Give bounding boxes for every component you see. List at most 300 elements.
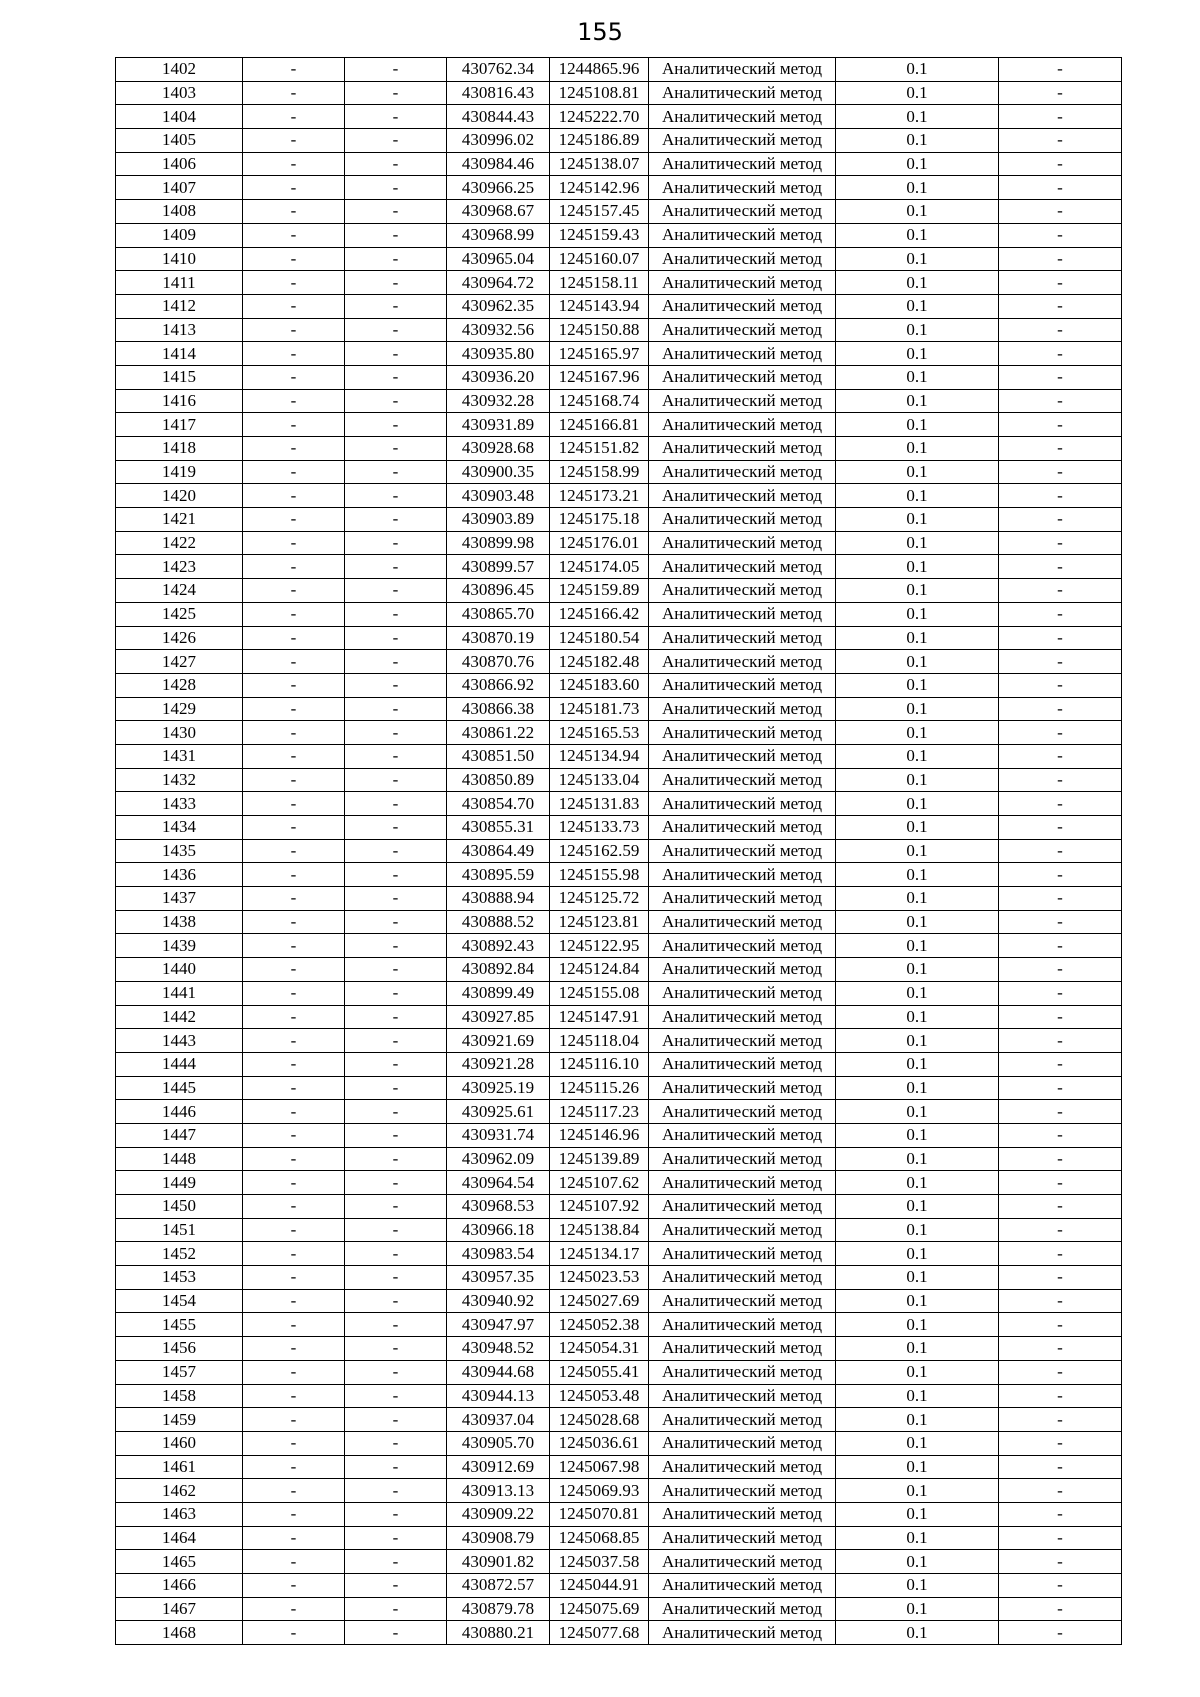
y-coordinate-cell: 1245116.10 — [550, 1052, 649, 1076]
blank-cell-a: - — [243, 1550, 345, 1574]
method-cell: Аналитический метод — [649, 602, 836, 626]
blank-cell-a: - — [243, 247, 345, 271]
accuracy-cell: 0.1 — [836, 934, 999, 958]
coordinates-table-body — [116, 58, 1122, 1645]
method-cell: Аналитический метод — [649, 223, 836, 247]
note-cell: - — [999, 958, 1122, 982]
point-number-cell: 1451 — [116, 1218, 243, 1242]
blank-cell-b: - — [345, 958, 447, 982]
accuracy-cell: 0.1 — [836, 887, 999, 911]
point-number-cell: 1437 — [116, 887, 243, 911]
x-coordinate-cell: 430850.89 — [447, 768, 550, 792]
accuracy-cell: 0.1 — [836, 1408, 999, 1432]
table-row — [116, 1384, 1122, 1408]
table-row — [116, 934, 1122, 958]
method-cell: Аналитический метод — [649, 1076, 836, 1100]
note-cell: - — [999, 531, 1122, 555]
x-coordinate-cell: 430944.68 — [447, 1360, 550, 1384]
blank-cell-b: - — [345, 1100, 447, 1124]
blank-cell-b: - — [345, 1597, 447, 1621]
point-number-cell: 1433 — [116, 792, 243, 816]
point-number-cell: 1440 — [116, 958, 243, 982]
note-cell: - — [999, 579, 1122, 603]
method-cell: Аналитический метод — [649, 1195, 836, 1219]
blank-cell-b: - — [345, 460, 447, 484]
point-number-cell: 1431 — [116, 744, 243, 768]
x-coordinate-cell: 430908.79 — [447, 1526, 550, 1550]
x-coordinate-cell: 430931.89 — [447, 413, 550, 437]
accuracy-cell: 0.1 — [836, 484, 999, 508]
accuracy-cell: 0.1 — [836, 508, 999, 532]
blank-cell-a: - — [243, 650, 345, 674]
x-coordinate-cell: 430901.82 — [447, 1550, 550, 1574]
x-coordinate-cell: 430895.59 — [447, 863, 550, 887]
blank-cell-a: - — [243, 1123, 345, 1147]
table-row — [116, 1029, 1122, 1053]
method-cell: Аналитический метод — [649, 1574, 836, 1598]
table-row — [116, 531, 1122, 555]
point-number-cell: 1423 — [116, 555, 243, 579]
y-coordinate-cell: 1245052.38 — [550, 1313, 649, 1337]
note-cell: - — [999, 58, 1122, 82]
x-coordinate-cell: 430851.50 — [447, 744, 550, 768]
y-coordinate-cell: 1245155.08 — [550, 981, 649, 1005]
accuracy-cell: 0.1 — [836, 721, 999, 745]
blank-cell-b: - — [345, 1218, 447, 1242]
accuracy-cell: 0.1 — [836, 1313, 999, 1337]
note-cell: - — [999, 1147, 1122, 1171]
blank-cell-b: - — [345, 294, 447, 318]
point-number-cell: 1460 — [116, 1431, 243, 1455]
note-cell: - — [999, 81, 1122, 105]
point-number-cell: 1412 — [116, 294, 243, 318]
blank-cell-b: - — [345, 1621, 447, 1645]
note-cell: - — [999, 1076, 1122, 1100]
blank-cell-b: - — [345, 910, 447, 934]
point-number-cell: 1432 — [116, 768, 243, 792]
blank-cell-a: - — [243, 1455, 345, 1479]
table-row — [116, 555, 1122, 579]
point-number-cell: 1464 — [116, 1526, 243, 1550]
accuracy-cell: 0.1 — [836, 1289, 999, 1313]
note-cell: - — [999, 1029, 1122, 1053]
note-cell: - — [999, 1337, 1122, 1361]
accuracy-cell: 0.1 — [836, 910, 999, 934]
table-row — [116, 673, 1122, 697]
blank-cell-b: - — [345, 1052, 447, 1076]
y-coordinate-cell: 1245159.43 — [550, 223, 649, 247]
note-cell: - — [999, 1052, 1122, 1076]
table-row — [116, 721, 1122, 745]
note-cell: - — [999, 1597, 1122, 1621]
note-cell: - — [999, 839, 1122, 863]
y-coordinate-cell: 1245053.48 — [550, 1384, 649, 1408]
y-coordinate-cell: 1245107.62 — [550, 1171, 649, 1195]
accuracy-cell: 0.1 — [836, 176, 999, 200]
blank-cell-a: - — [243, 958, 345, 982]
table-row — [116, 1171, 1122, 1195]
x-coordinate-cell: 430944.13 — [447, 1384, 550, 1408]
x-coordinate-cell: 430880.21 — [447, 1621, 550, 1645]
table-row — [116, 1550, 1122, 1574]
page-number: 155 — [577, 18, 623, 46]
point-number-cell: 1442 — [116, 1005, 243, 1029]
y-coordinate-cell: 1245044.91 — [550, 1574, 649, 1598]
note-cell: - — [999, 129, 1122, 153]
method-cell: Аналитический метод — [649, 1266, 836, 1290]
y-coordinate-cell: 1245133.04 — [550, 768, 649, 792]
note-cell: - — [999, 389, 1122, 413]
blank-cell-a: - — [243, 1621, 345, 1645]
method-cell: Аналитический метод — [649, 1005, 836, 1029]
note-cell: - — [999, 1242, 1122, 1266]
accuracy-cell: 0.1 — [836, 981, 999, 1005]
note-cell: - — [999, 1526, 1122, 1550]
blank-cell-a: - — [243, 1171, 345, 1195]
blank-cell-b: - — [345, 531, 447, 555]
y-coordinate-cell: 1245155.98 — [550, 863, 649, 887]
y-coordinate-cell: 1245138.84 — [550, 1218, 649, 1242]
note-cell: - — [999, 697, 1122, 721]
blank-cell-a: - — [243, 1147, 345, 1171]
method-cell: Аналитический метод — [649, 247, 836, 271]
point-number-cell: 1411 — [116, 271, 243, 295]
blank-cell-b: - — [345, 1408, 447, 1432]
blank-cell-b: - — [345, 105, 447, 129]
y-coordinate-cell: 1245134.94 — [550, 744, 649, 768]
table-row — [116, 223, 1122, 247]
table-row — [116, 1455, 1122, 1479]
blank-cell-a: - — [243, 365, 345, 389]
y-coordinate-cell: 1245134.17 — [550, 1242, 649, 1266]
note-cell: - — [999, 460, 1122, 484]
blank-cell-a: - — [243, 1408, 345, 1432]
table-row — [116, 816, 1122, 840]
table-row — [116, 887, 1122, 911]
blank-cell-a: - — [243, 1384, 345, 1408]
blank-cell-b: - — [345, 318, 447, 342]
blank-cell-b: - — [345, 1076, 447, 1100]
y-coordinate-cell: 1245142.96 — [550, 176, 649, 200]
accuracy-cell: 0.1 — [836, 389, 999, 413]
table-row — [116, 342, 1122, 366]
method-cell: Аналитический метод — [649, 318, 836, 342]
accuracy-cell: 0.1 — [836, 1005, 999, 1029]
y-coordinate-cell: 1245036.61 — [550, 1431, 649, 1455]
blank-cell-a: - — [243, 176, 345, 200]
note-cell: - — [999, 508, 1122, 532]
y-coordinate-cell: 1245159.89 — [550, 579, 649, 603]
accuracy-cell: 0.1 — [836, 1550, 999, 1574]
note-cell: - — [999, 1384, 1122, 1408]
note-cell: - — [999, 247, 1122, 271]
point-number-cell: 1434 — [116, 816, 243, 840]
x-coordinate-cell: 430921.28 — [447, 1052, 550, 1076]
y-coordinate-cell: 1245125.72 — [550, 887, 649, 911]
note-cell: - — [999, 176, 1122, 200]
method-cell: Аналитический метод — [649, 152, 836, 176]
point-number-cell: 1425 — [116, 602, 243, 626]
method-cell: Аналитический метод — [649, 958, 836, 982]
note-cell: - — [999, 602, 1122, 626]
blank-cell-b: - — [345, 1266, 447, 1290]
method-cell: Аналитический метод — [649, 58, 836, 82]
x-coordinate-cell: 430925.19 — [447, 1076, 550, 1100]
blank-cell-b: - — [345, 1005, 447, 1029]
method-cell: Аналитический метод — [649, 816, 836, 840]
note-cell: - — [999, 934, 1122, 958]
blank-cell-a: - — [243, 626, 345, 650]
point-number-cell: 1463 — [116, 1502, 243, 1526]
method-cell: Аналитический метод — [649, 1171, 836, 1195]
y-coordinate-cell: 1245054.31 — [550, 1337, 649, 1361]
point-number-cell: 1430 — [116, 721, 243, 745]
x-coordinate-cell: 430932.56 — [447, 318, 550, 342]
accuracy-cell: 0.1 — [836, 1384, 999, 1408]
table-row — [116, 697, 1122, 721]
point-number-cell: 1467 — [116, 1597, 243, 1621]
note-cell: - — [999, 792, 1122, 816]
table-row — [116, 981, 1122, 1005]
y-coordinate-cell: 1245147.91 — [550, 1005, 649, 1029]
y-coordinate-cell: 1245173.21 — [550, 484, 649, 508]
y-coordinate-cell: 1245067.98 — [550, 1455, 649, 1479]
blank-cell-a: - — [243, 1289, 345, 1313]
note-cell: - — [999, 555, 1122, 579]
table-row — [116, 1123, 1122, 1147]
point-number-cell: 1457 — [116, 1360, 243, 1384]
y-coordinate-cell: 1245176.01 — [550, 531, 649, 555]
y-coordinate-cell: 1245069.93 — [550, 1479, 649, 1503]
x-coordinate-cell: 430928.68 — [447, 437, 550, 461]
blank-cell-a: - — [243, 1597, 345, 1621]
x-coordinate-cell: 430968.99 — [447, 223, 550, 247]
accuracy-cell: 0.1 — [836, 437, 999, 461]
method-cell: Аналитический метод — [649, 1242, 836, 1266]
note-cell: - — [999, 484, 1122, 508]
point-number-cell: 1403 — [116, 81, 243, 105]
accuracy-cell: 0.1 — [836, 579, 999, 603]
x-coordinate-cell: 430936.20 — [447, 365, 550, 389]
method-cell: Аналитический метод — [649, 721, 836, 745]
method-cell: Аналитический метод — [649, 484, 836, 508]
note-cell: - — [999, 1171, 1122, 1195]
table-row — [116, 389, 1122, 413]
point-number-cell: 1416 — [116, 389, 243, 413]
blank-cell-b: - — [345, 1147, 447, 1171]
accuracy-cell: 0.1 — [836, 1100, 999, 1124]
y-coordinate-cell: 1245181.73 — [550, 697, 649, 721]
point-number-cell: 1452 — [116, 1242, 243, 1266]
point-number-cell: 1458 — [116, 1384, 243, 1408]
table-row — [116, 365, 1122, 389]
point-number-cell: 1410 — [116, 247, 243, 271]
note-cell: - — [999, 271, 1122, 295]
accuracy-cell: 0.1 — [836, 81, 999, 105]
accuracy-cell: 0.1 — [836, 1360, 999, 1384]
point-number-cell: 1465 — [116, 1550, 243, 1574]
table-row — [116, 247, 1122, 271]
blank-cell-b: - — [345, 1526, 447, 1550]
y-coordinate-cell: 1245151.82 — [550, 437, 649, 461]
table-row — [116, 105, 1122, 129]
method-cell: Аналитический метод — [649, 271, 836, 295]
note-cell: - — [999, 105, 1122, 129]
table-row — [116, 484, 1122, 508]
x-coordinate-cell: 430966.25 — [447, 176, 550, 200]
accuracy-cell: 0.1 — [836, 1621, 999, 1645]
coordinates-table — [115, 57, 1122, 1645]
y-coordinate-cell: 1245182.48 — [550, 650, 649, 674]
blank-cell-b: - — [345, 626, 447, 650]
method-cell: Аналитический метод — [649, 342, 836, 366]
method-cell: Аналитический метод — [649, 129, 836, 153]
y-coordinate-cell: 1245167.96 — [550, 365, 649, 389]
y-coordinate-cell: 1245068.85 — [550, 1526, 649, 1550]
accuracy-cell: 0.1 — [836, 1597, 999, 1621]
table-row — [116, 508, 1122, 532]
accuracy-cell: 0.1 — [836, 839, 999, 863]
blank-cell-b: - — [345, 176, 447, 200]
table-row — [116, 650, 1122, 674]
blank-cell-a: - — [243, 58, 345, 82]
accuracy-cell: 0.1 — [836, 958, 999, 982]
point-number-cell: 1420 — [116, 484, 243, 508]
note-cell: - — [999, 294, 1122, 318]
point-number-cell: 1426 — [116, 626, 243, 650]
blank-cell-b: - — [345, 484, 447, 508]
y-coordinate-cell: 1245124.84 — [550, 958, 649, 982]
y-coordinate-cell: 1245162.59 — [550, 839, 649, 863]
note-cell: - — [999, 1218, 1122, 1242]
point-number-cell: 1424 — [116, 579, 243, 603]
blank-cell-a: - — [243, 460, 345, 484]
method-cell: Аналитический метод — [649, 650, 836, 674]
note-cell: - — [999, 1266, 1122, 1290]
accuracy-cell: 0.1 — [836, 105, 999, 129]
blank-cell-a: - — [243, 1218, 345, 1242]
table-row — [116, 744, 1122, 768]
blank-cell-b: - — [345, 1337, 447, 1361]
point-number-cell: 1415 — [116, 365, 243, 389]
blank-cell-b: - — [345, 1574, 447, 1598]
blank-cell-b: - — [345, 1289, 447, 1313]
method-cell: Аналитический метод — [649, 1052, 836, 1076]
y-coordinate-cell: 1245166.81 — [550, 413, 649, 437]
x-coordinate-cell: 430968.53 — [447, 1195, 550, 1219]
table-row — [116, 602, 1122, 626]
method-cell: Аналитический метод — [649, 1123, 836, 1147]
x-coordinate-cell: 430865.70 — [447, 602, 550, 626]
method-cell: Аналитический метод — [649, 1289, 836, 1313]
blank-cell-b: - — [345, 1029, 447, 1053]
blank-cell-b: - — [345, 271, 447, 295]
x-coordinate-cell: 430921.69 — [447, 1029, 550, 1053]
x-coordinate-cell: 430927.85 — [447, 1005, 550, 1029]
method-cell: Аналитический метод — [649, 437, 836, 461]
note-cell: - — [999, 887, 1122, 911]
x-coordinate-cell: 430866.38 — [447, 697, 550, 721]
table-row — [116, 1266, 1122, 1290]
accuracy-cell: 0.1 — [836, 1455, 999, 1479]
note-cell: - — [999, 1574, 1122, 1598]
table-row — [116, 200, 1122, 224]
point-number-cell: 1466 — [116, 1574, 243, 1598]
method-cell: Аналитический метод — [649, 176, 836, 200]
table-row — [116, 1597, 1122, 1621]
blank-cell-b: - — [345, 1502, 447, 1526]
point-number-cell: 1407 — [116, 176, 243, 200]
blank-cell-a: - — [243, 981, 345, 1005]
blank-cell-a: - — [243, 389, 345, 413]
method-cell: Аналитический метод — [649, 1621, 836, 1645]
point-number-cell: 1449 — [116, 1171, 243, 1195]
blank-cell-a: - — [243, 200, 345, 224]
y-coordinate-cell: 1245139.89 — [550, 1147, 649, 1171]
point-number-cell: 1446 — [116, 1100, 243, 1124]
blank-cell-a: - — [243, 1195, 345, 1219]
blank-cell-a: - — [243, 1360, 345, 1384]
note-cell: - — [999, 1455, 1122, 1479]
note-cell: - — [999, 200, 1122, 224]
note-cell: - — [999, 1502, 1122, 1526]
table-row — [116, 863, 1122, 887]
y-coordinate-cell: 1245055.41 — [550, 1360, 649, 1384]
blank-cell-b: - — [345, 413, 447, 437]
point-number-cell: 1436 — [116, 863, 243, 887]
method-cell: Аналитический метод — [649, 1029, 836, 1053]
blank-cell-a: - — [243, 602, 345, 626]
blank-cell-b: - — [345, 342, 447, 366]
x-coordinate-cell: 430984.46 — [447, 152, 550, 176]
blank-cell-b: - — [345, 508, 447, 532]
y-coordinate-cell: 1245037.58 — [550, 1550, 649, 1574]
table-row — [116, 1289, 1122, 1313]
accuracy-cell: 0.1 — [836, 129, 999, 153]
blank-cell-a: - — [243, 271, 345, 295]
y-coordinate-cell: 1245133.73 — [550, 816, 649, 840]
x-coordinate-cell: 430948.52 — [447, 1337, 550, 1361]
method-cell: Аналитический метод — [649, 1360, 836, 1384]
blank-cell-a: - — [243, 1337, 345, 1361]
table-row — [116, 437, 1122, 461]
blank-cell-a: - — [243, 555, 345, 579]
table-row — [116, 768, 1122, 792]
method-cell: Аналитический метод — [649, 1408, 836, 1432]
table-row — [116, 1337, 1122, 1361]
y-coordinate-cell: 1245150.88 — [550, 318, 649, 342]
y-coordinate-cell: 1245157.45 — [550, 200, 649, 224]
point-number-cell: 1404 — [116, 105, 243, 129]
blank-cell-b: - — [345, 129, 447, 153]
y-coordinate-cell: 1244865.96 — [550, 58, 649, 82]
method-cell: Аналитический метод — [649, 1337, 836, 1361]
point-number-cell: 1414 — [116, 342, 243, 366]
blank-cell-a: - — [243, 531, 345, 555]
accuracy-cell: 0.1 — [836, 460, 999, 484]
point-number-cell: 1461 — [116, 1455, 243, 1479]
accuracy-cell: 0.1 — [836, 1147, 999, 1171]
accuracy-cell: 0.1 — [836, 697, 999, 721]
table-row — [116, 1147, 1122, 1171]
x-coordinate-cell: 430816.43 — [447, 81, 550, 105]
table-row — [116, 294, 1122, 318]
method-cell: Аналитический метод — [649, 1431, 836, 1455]
blank-cell-b: - — [345, 200, 447, 224]
point-number-cell: 1450 — [116, 1195, 243, 1219]
x-coordinate-cell: 430903.89 — [447, 508, 550, 532]
x-coordinate-cell: 430964.54 — [447, 1171, 550, 1195]
